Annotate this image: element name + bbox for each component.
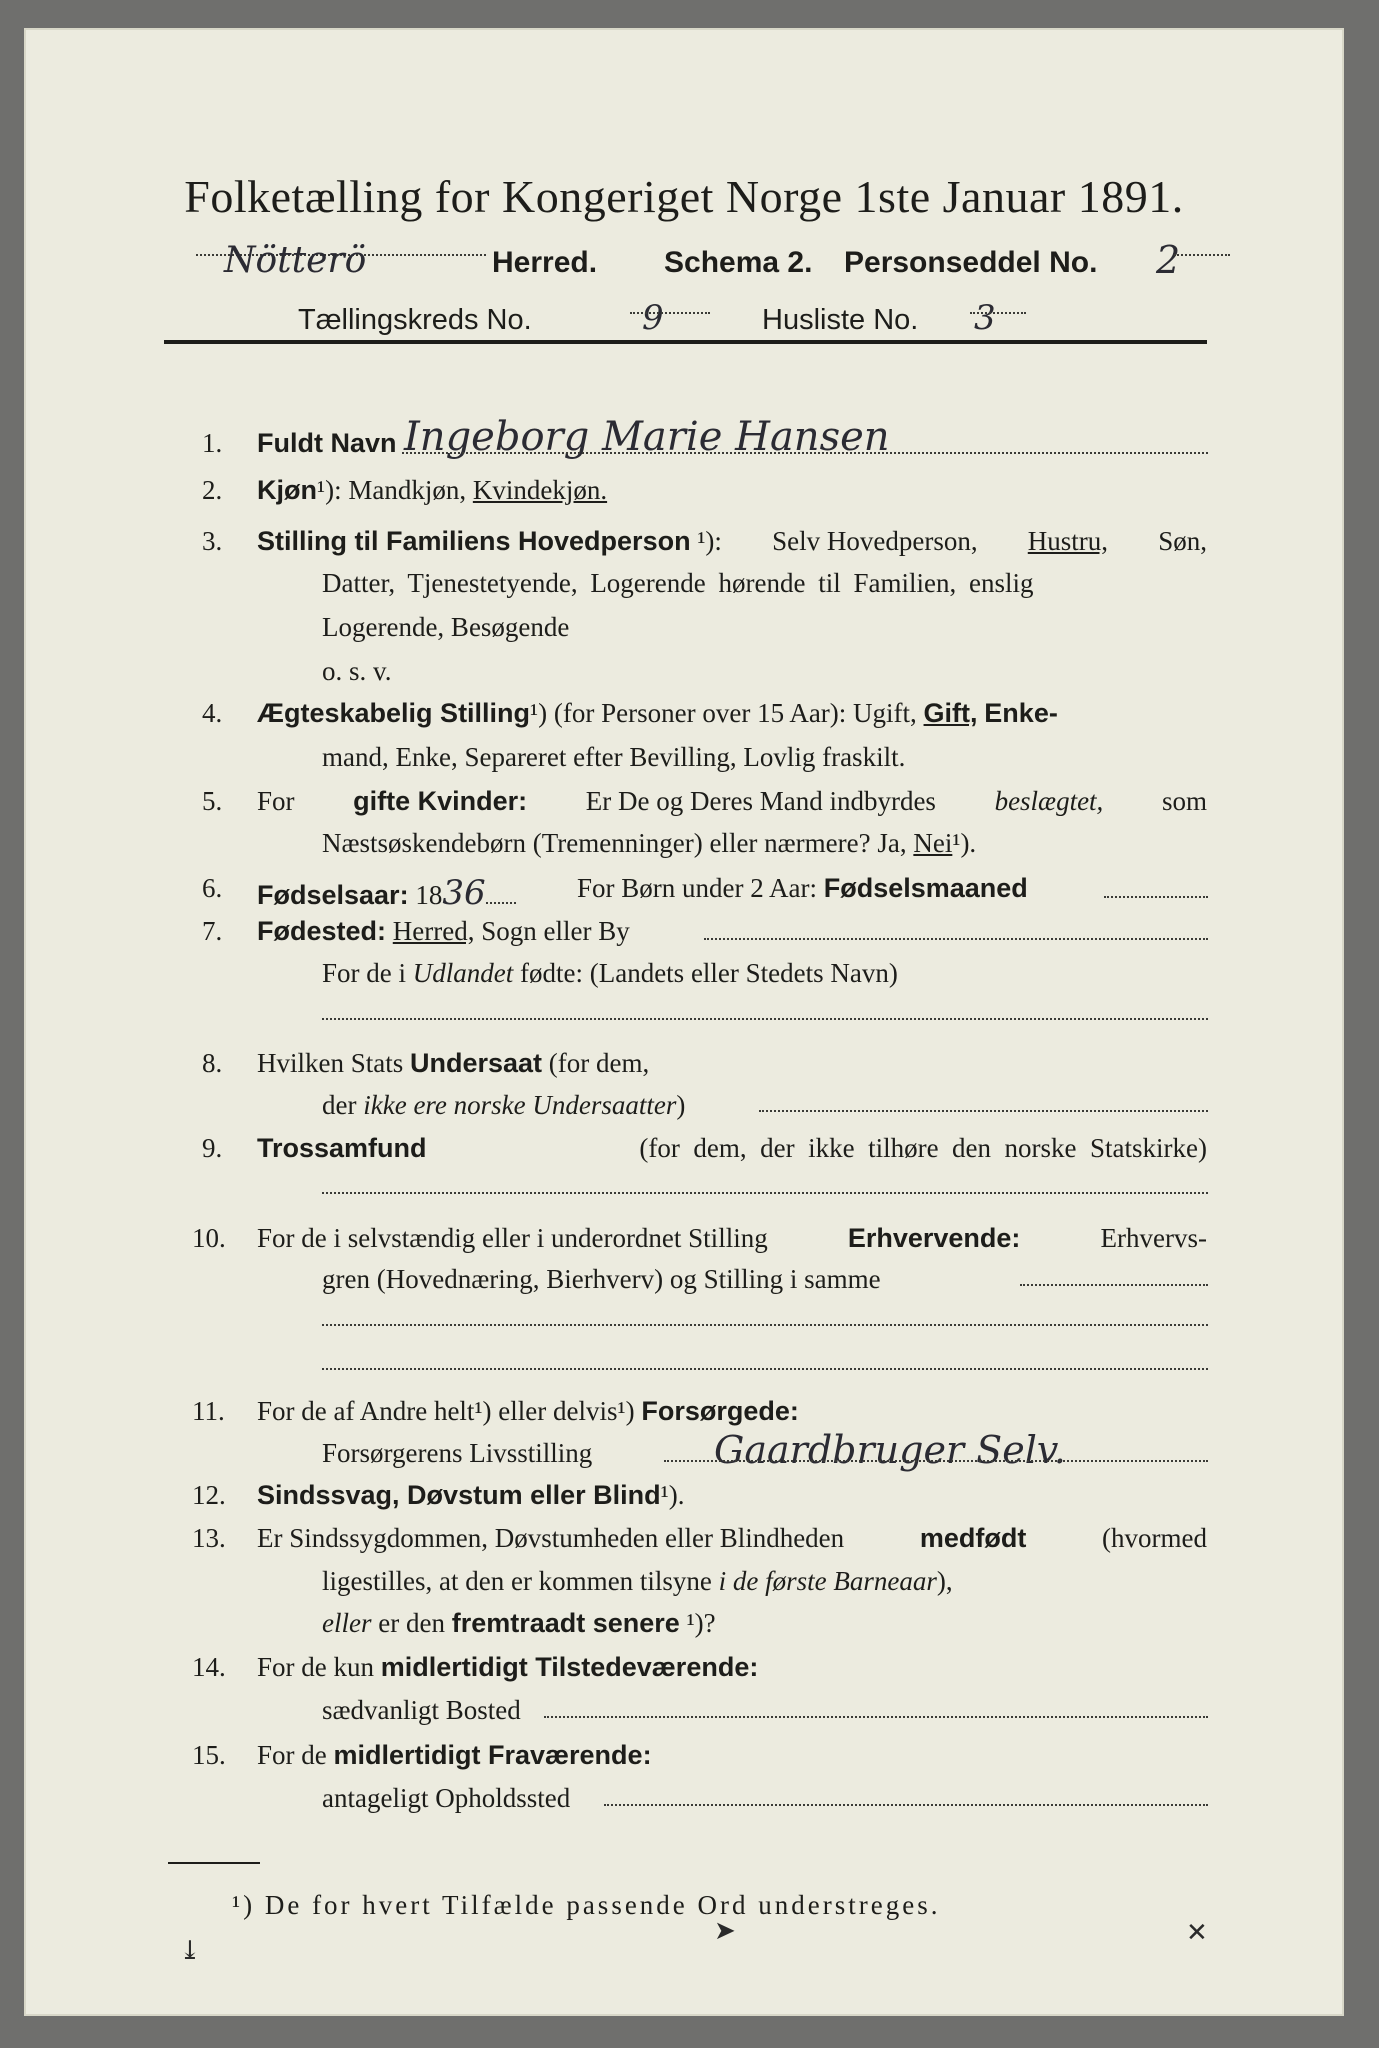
q3-line-4: o. s. v. (322, 656, 392, 686)
q2-option-a: Mandkjøn, (348, 475, 467, 505)
q8-label: Undersaat (410, 1048, 543, 1078)
q11-text-a: For de af Andre helt (257, 1396, 475, 1426)
q13-line-2c: ), (936, 1566, 953, 1596)
q3-option-c: Søn, (1158, 526, 1207, 556)
q10-blank-line-1 (322, 1324, 1208, 1326)
q5-text-c: beslægtet, (994, 786, 1104, 816)
q9-text-a: (for dem, der ikke tilhøre den norske Statskirke) (639, 1133, 1207, 1163)
q10-text-b: Erhvervs- (1100, 1223, 1207, 1253)
q4-option-gift-underlined: Gift, (923, 698, 978, 728)
q9-number: 9. (202, 1133, 223, 1163)
q7-text-b: Sogn eller By (481, 916, 630, 946)
q15-leader (604, 1804, 1208, 1806)
personseddel-value: 2 (1156, 238, 1181, 282)
q5-text-a: For (257, 786, 295, 816)
q3-sup: ¹): (697, 526, 722, 556)
husliste-dots (970, 312, 1026, 314)
q8-line-2a: der (322, 1090, 357, 1120)
q11-label: Forsørgede: (641, 1396, 799, 1426)
q7-option-herred-underlined: Herred, (392, 916, 475, 946)
q5-line-2: Næstsøskendebørn (Tremenninger) eller nærmere? Ja, (322, 828, 907, 858)
q14-leader (544, 1716, 1208, 1718)
personseddel-label: Personseddel No. (844, 246, 1098, 279)
q13-line-3b: er den (378, 1608, 445, 1638)
q7-line-2b: Udlandet (412, 958, 514, 988)
q6-number: 6. (202, 873, 223, 903)
q10-blank-line-2 (322, 1368, 1208, 1370)
kreds-label: Tællingskreds No. (298, 304, 532, 336)
q3-number: 3. (202, 526, 223, 556)
q14-number: 14. (192, 1652, 226, 1682)
q5-number: 5. (202, 786, 223, 816)
q1-number: 1. (202, 428, 223, 458)
q7-number: 7. (202, 916, 223, 946)
q2-number: 2. (202, 475, 223, 505)
personseddel-dots (1174, 254, 1230, 256)
q11-line-2: Forsørgerens Livsstilling (322, 1438, 593, 1468)
q8-number: 8. (202, 1048, 223, 1078)
q4-option-enke: Enke- (984, 698, 1058, 728)
q8-leader (759, 1110, 1208, 1112)
q8-line-2c: ) (676, 1090, 686, 1120)
husliste-label: Husliste No. (762, 304, 919, 336)
q4-label: Ægteskabelig Stilling (257, 698, 531, 728)
q7-blank-line (322, 1018, 1208, 1020)
q6-year-prefix: 18 (415, 880, 443, 910)
center-mark-icon: ➤ (714, 1916, 736, 1946)
q1-leader (402, 452, 1208, 454)
q4-line-2: mand, Enke, Separeret efter Bevilling, Lovlig fraskilt. (322, 742, 906, 772)
footnote: ¹) De for hvert Tilfælde passende Ord understreges. (232, 1890, 941, 1920)
q8-line-2b: ikke ere norske Undersaatter (363, 1090, 677, 1120)
q13-label: medfødt (919, 1523, 1027, 1553)
q6-year-value: 36 (442, 873, 486, 913)
q11-text-c: ¹) (617, 1396, 635, 1426)
q6-text-c: Fødselsmaaned (823, 873, 1028, 903)
q13-line-2b: i de første Barneaar (718, 1566, 937, 1596)
q14-line-2: sædvanligt Bosted (322, 1695, 521, 1725)
q5-answer-nei-underlined: Nei (913, 828, 953, 858)
q2-option-b-underlined: Kvindekjøn. (472, 475, 608, 505)
q9-label: Trossamfund (257, 1133, 427, 1163)
q12-number: 12. (192, 1480, 226, 1510)
q5-sup: ¹). (952, 828, 977, 858)
corner-mark-right-icon: ✕ (1186, 1918, 1208, 1948)
q1-label: Fuldt Navn (257, 428, 397, 458)
q10-text-a: For de i selvstændig eller i underordnet Stilling (257, 1223, 768, 1253)
q15-text-a: For de (257, 1740, 327, 1770)
husliste-value: 3 (974, 298, 996, 338)
q11-value: Gaardbruger Selv. (714, 1428, 1066, 1472)
herred-value: Nötterö (224, 240, 367, 281)
q13-number: 13. (192, 1523, 226, 1553)
q4-text-a: (for Personer over 15 Aar): Ugift, (553, 698, 917, 728)
q3-label: Stilling til Familiens Hovedperson (257, 526, 691, 556)
footnote-rule (168, 1862, 260, 1864)
q7-leader (704, 938, 1208, 940)
q10-line-2: gren (Hovednæring, Bierhverv) og Stilling i samme (322, 1264, 881, 1294)
q13-text-b: (hvormed (1102, 1523, 1207, 1553)
q6-text-b: For Børn under 2 Aar: (577, 873, 817, 903)
q8-text-a: Hvilken Stats (257, 1048, 404, 1078)
q11-number: 11. (192, 1396, 225, 1426)
q2-sup: ¹): (317, 475, 342, 505)
q10-leader (1020, 1284, 1208, 1286)
q15-line-2: antageligt Opholdssted (322, 1783, 571, 1813)
schema-label: Schema 2. (664, 246, 813, 279)
q15-label: midlertidigt Fraværende: (333, 1740, 652, 1770)
census-form-page (24, 28, 1344, 2016)
q4-number: 4. (202, 698, 223, 728)
q6-leader (1104, 896, 1208, 898)
form-title: Folketælling for Kongeriget Norge 1ste Januar 1891. (184, 171, 1184, 222)
q5-text-d: som (1161, 786, 1207, 816)
q5-label: gifte Kvinder: (353, 786, 528, 816)
q5-text-b: Er De og Deres Mand indbyrdes (585, 786, 936, 816)
q8-text-b: (for dem, (548, 1048, 650, 1078)
kreds-value: 9 (642, 298, 664, 338)
q7-line-2a: For de i (322, 958, 406, 988)
q1-value: Ingeborg Marie Hansen (404, 414, 890, 460)
q7-label: Fødested: (257, 916, 387, 946)
q12-label: Sindssvag, Døvstum eller Blind (257, 1480, 661, 1510)
q12-sup: ¹). (660, 1480, 685, 1510)
header-rule (164, 340, 1207, 344)
kreds-dots (630, 312, 710, 314)
q9-blank-line (322, 1192, 1208, 1194)
q13-line-2a: ligestilles, at den er kommen tilsyne (322, 1566, 712, 1596)
q13-line-3c: fremtraadt senere (451, 1608, 680, 1638)
q14-text-a: For de kun (257, 1652, 374, 1682)
q13-line-3a: eller (322, 1608, 372, 1638)
q13-text-a: Er Sindssygdommen, Døvstumheden eller Blindheden (257, 1523, 845, 1553)
q4-sup: ¹) (530, 698, 548, 728)
q2-label: Kjøn (257, 475, 317, 505)
q10-label: Erhvervende: (847, 1223, 1021, 1253)
q3-option-a: Selv Hovedperson, (772, 526, 978, 556)
q3-line-2: Datter, Tjenestetyende, Logerende hørende til Familien, enslig (322, 568, 1034, 598)
q13-line-3d: ¹)? (686, 1608, 716, 1638)
herred-label: Herred. (492, 246, 598, 279)
q10-number: 10. (192, 1223, 226, 1253)
q7-line-2c: fødte: (Landets eller Stedets Navn) (520, 958, 898, 988)
q14-label: midlertidigt Tilstedeværende: (380, 1652, 759, 1682)
q6-label: Fødselsaar: (257, 880, 409, 910)
q15-number: 15. (192, 1740, 226, 1770)
corner-mark-icon: ⤓ (179, 1936, 201, 1966)
q3-option-b-underlined: Hustru, (1027, 526, 1109, 556)
q11-text-b: ¹) eller delvis (474, 1396, 618, 1426)
q11-leader (664, 1460, 1208, 1462)
q3-line-3: Logerende, Besøgende (322, 612, 570, 642)
